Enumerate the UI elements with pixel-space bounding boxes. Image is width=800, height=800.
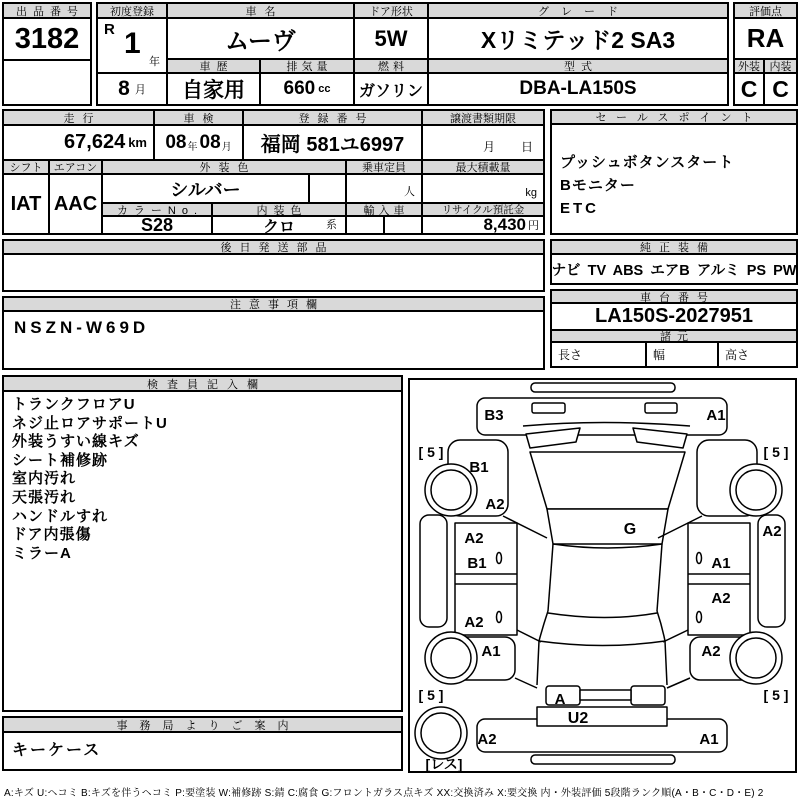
inspector-item: ドア内張傷: [12, 526, 92, 544]
notes-box: [2, 296, 545, 370]
sales-point-item: ETC: [560, 200, 599, 217]
spare-tire-inner: [421, 713, 461, 753]
import-car-cell-a: [347, 217, 385, 233]
diagram-label-door-r: A1: [711, 555, 731, 572]
capacity-cell: [347, 175, 423, 204]
shift-value: IAT: [4, 175, 50, 233]
model-code-value: DBA-LA150S: [519, 78, 637, 99]
office-label: 事務局よりご案内: [4, 718, 401, 733]
body-color-value: シルバー: [103, 175, 310, 204]
first-reg-month-cell: [98, 74, 168, 104]
inspector-list: [12, 396, 168, 563]
first-reg-month-unit: 月: [134, 84, 146, 96]
headlight-right: [645, 403, 677, 413]
seam-rear-left: [517, 630, 541, 642]
notes-value: NSZN-W69D: [14, 318, 150, 337]
tail-panel: [537, 707, 667, 726]
body-color-label: 外装色: [103, 161, 347, 175]
sales-points-label: セールスポイント: [552, 111, 796, 125]
tail-garnish-bar: [580, 690, 631, 700]
inspector-item: シート補修跡: [12, 451, 109, 469]
door-value: 5W: [355, 19, 429, 60]
inspector-item: 天張汚れ: [12, 488, 77, 506]
inspector-item: ハンドルすれ: [12, 507, 109, 525]
diagram-label-front-left: B3: [484, 407, 504, 424]
diagram-label-front-right: A1: [706, 407, 726, 424]
tire-depth-rear-left: [ 5 ]: [418, 687, 444, 703]
fuel-label: 燃料: [355, 60, 429, 74]
damage-diagram-box: [408, 378, 797, 773]
transfer-day-unit: 日: [520, 140, 533, 154]
office-value: キーケース: [12, 742, 102, 759]
wheel-front-right-inner: [736, 470, 776, 510]
diagram-label-tail-panel: U2: [567, 710, 589, 727]
aircon-label: エアコン: [50, 161, 103, 175]
registration-label: 登録番号: [244, 111, 423, 126]
windshield: [530, 452, 685, 509]
first-reg-year: 1: [124, 27, 141, 60]
history-value: 自家用: [168, 74, 261, 104]
notes-label: 注意事項欄: [4, 298, 543, 312]
import-car-cell-b: [385, 217, 423, 233]
inspection-label: 車検: [155, 111, 244, 126]
color-no-label: カラーNo.: [103, 204, 213, 217]
front-bumper-strip: [531, 383, 675, 392]
seam-hatch-left: [515, 678, 537, 688]
score-value: RA: [735, 19, 796, 60]
first-reg-value: [98, 19, 168, 74]
capacity-unit: 人: [404, 186, 415, 198]
inspector-item: トランクフロアU: [12, 396, 136, 413]
import-car-label: 輸入車: [347, 204, 423, 217]
sales-points-list: [560, 151, 734, 220]
headlight-left: [532, 403, 565, 413]
displacement-label: 排気量: [261, 60, 355, 74]
spec-length-label: 長さ: [552, 343, 647, 366]
diagram-label-door-l: B1: [467, 555, 487, 572]
car-top-view-diagram: [410, 380, 795, 771]
tail-lamp-right: [631, 686, 665, 705]
first-reg-label: 初度登録: [98, 4, 168, 19]
inspector-item: ネジ止ロアサポートU: [12, 414, 168, 432]
transfer-cell: [423, 126, 543, 161]
equipment-value: ナビ TV ABS エアB アルミ PS PW: [552, 262, 796, 279]
body-color-empty: [310, 175, 347, 204]
inspector-box: [2, 375, 403, 712]
diagram-label-tail-lamp: A: [554, 691, 566, 708]
mileage-cell: [4, 126, 155, 161]
inspection-cell: [155, 126, 244, 161]
tire-depth-front-right: [ 5 ]: [763, 444, 789, 460]
seam-rear-right: [663, 630, 688, 642]
grade-label: グレード: [429, 4, 727, 19]
vehicle-header-table: [96, 2, 729, 106]
color-no-value: S28: [103, 217, 213, 233]
door-handle: [697, 612, 702, 623]
inspection-month: 08: [199, 131, 221, 153]
inspector-item: 外装うすい線キズ: [12, 433, 140, 451]
transfer-month-unit: 月: [482, 140, 495, 154]
diagram-label-fender-fl2: A2: [485, 496, 505, 513]
transfer-label: 譲渡書類期限: [423, 111, 543, 126]
tire-depth-front-left: [ 5 ]: [418, 444, 444, 460]
auction-no-value: 3182: [4, 19, 90, 61]
displacement-cell: [261, 74, 355, 104]
first-reg-month: 8: [118, 77, 130, 100]
inspector-item: ミラーA: [12, 544, 72, 562]
sales-point-item: プッシュボタンスタート: [560, 154, 735, 171]
interior-color-cell: [213, 217, 347, 233]
sill-left: [420, 515, 447, 627]
interior-color-label: 内装色: [213, 204, 347, 217]
recycle-unit: 円: [528, 220, 539, 232]
spec-width-label: 幅: [647, 343, 719, 366]
roof-edge-right: [657, 544, 662, 611]
exterior-score-label: 外装: [735, 60, 765, 74]
inspection-year-unit: 年: [187, 142, 198, 153]
car-name-value: ムーヴ: [168, 19, 355, 60]
diagram-label-fender-rl: A1: [481, 643, 501, 660]
shift-label: シフト: [4, 161, 50, 175]
auction-no-label: 出品番号: [4, 4, 90, 19]
door-handle: [497, 553, 502, 564]
max-load-unit: kg: [525, 187, 537, 199]
diagram-label-fender-fl: B1: [469, 459, 489, 476]
later-parts-empty: [4, 255, 543, 290]
diagram-label-fender-fr: A2: [762, 523, 782, 540]
displacement-value: 660: [283, 78, 316, 99]
later-parts-label: 後日発送部品: [4, 241, 543, 255]
first-reg-era: R: [104, 21, 115, 38]
rear-bumper-strip: [531, 755, 675, 764]
hatch-edge-left: [537, 611, 548, 685]
tire-depth-rear-right: [ 5 ]: [763, 687, 789, 703]
rear-window-bottom-curve: [539, 641, 665, 646]
chassis-box: [550, 289, 798, 368]
equipment-box: [550, 239, 798, 285]
history-label: 車歴: [168, 60, 261, 74]
door-handle: [697, 553, 702, 564]
score-box: [733, 2, 798, 106]
sales-point-item: Bモニター: [560, 177, 636, 194]
model-code-label: 型式: [429, 60, 727, 74]
office-box: [2, 716, 403, 771]
score-label: 評価点: [735, 4, 796, 19]
car-name-label: 車名: [168, 4, 355, 19]
mileage-unit: km: [128, 135, 147, 150]
interior-color-suffix: 系: [326, 219, 337, 231]
inspection-month-unit: 月: [221, 142, 232, 153]
chassis-label: 車台番号: [552, 291, 796, 304]
interior-score-label: 内装: [765, 60, 796, 74]
inspector-label: 検査員記入欄: [4, 377, 401, 392]
door-handle: [497, 612, 502, 623]
exterior-score-value: C: [735, 74, 765, 104]
recycle-label: リサイクル預託金: [423, 204, 543, 217]
equipment-label: 純正装備: [552, 241, 796, 255]
rear-window-top-curve: [548, 613, 657, 618]
legend-text: A:キズ U:ヘコミ B:キズを伴うヘコミ P:要塗装 W:補修跡 S:錆 C:腐食 G:フロントガラス点キズ XX:交換済み X:要交換 内・外装評価 5段階ランク順(A・B・C・D・E) 2: [4, 788, 764, 799]
door-label: ドア形状: [355, 4, 429, 19]
diagram-label-windshield: G: [623, 521, 637, 538]
mileage-value: 67,624: [64, 131, 126, 153]
hood-panel: [477, 398, 727, 435]
roof-edge-left: [548, 544, 553, 611]
interior-color-value: クロ: [262, 218, 295, 233]
max-load-label: 最大積載量: [423, 161, 543, 175]
diagram-label-door-r-low: A2: [711, 590, 731, 607]
max-load-cell: [423, 175, 543, 204]
grade-value: Xリミテッド2 SA3: [429, 19, 727, 60]
mileage-label: 走行: [4, 111, 155, 126]
diagram-label-bumper-r: A1: [699, 731, 719, 748]
interior-score-value: C: [772, 75, 789, 102]
recycle-cell: [423, 217, 543, 233]
fuel-value: ガソリン: [355, 74, 429, 104]
recycle-value: 8,430: [483, 217, 526, 233]
seam-hatch-right: [667, 678, 690, 688]
registration-value: 福岡 581ユ6997: [244, 126, 423, 161]
later-parts-box: [2, 239, 545, 292]
first-reg-year-unit: 年: [149, 56, 160, 68]
wheel-front-left-inner: [431, 470, 471, 510]
spare-tire-label: [レス]: [425, 756, 463, 771]
auction-no-box: [2, 2, 92, 106]
registration-table: [2, 109, 545, 235]
diagram-label-fender-rr: A2: [701, 643, 721, 660]
roof-front-band: [547, 509, 668, 544]
wheel-rear-left-inner: [431, 638, 471, 678]
hatch-edge-right: [657, 611, 667, 685]
diagram-label-door-l-low: A2: [464, 614, 484, 631]
diagram-label-bumper-l: A2: [477, 731, 497, 748]
aircon-value: AAC: [50, 175, 103, 233]
diagram-label-door-l-top: A2: [464, 530, 484, 547]
displacement-unit: cc: [318, 83, 331, 95]
inspection-year: 08: [165, 131, 187, 153]
auction-no-empty: [4, 61, 90, 104]
sales-points-box: [550, 109, 798, 235]
specs-label: 諸元: [552, 331, 796, 343]
inspector-item: 室内汚れ: [12, 470, 77, 488]
spec-height-label: 高さ: [725, 348, 750, 362]
wheel-rear-right-inner: [736, 638, 776, 678]
chassis-value: LA150S-2027951: [552, 304, 796, 331]
capacity-label: 乗車定員: [347, 161, 423, 175]
